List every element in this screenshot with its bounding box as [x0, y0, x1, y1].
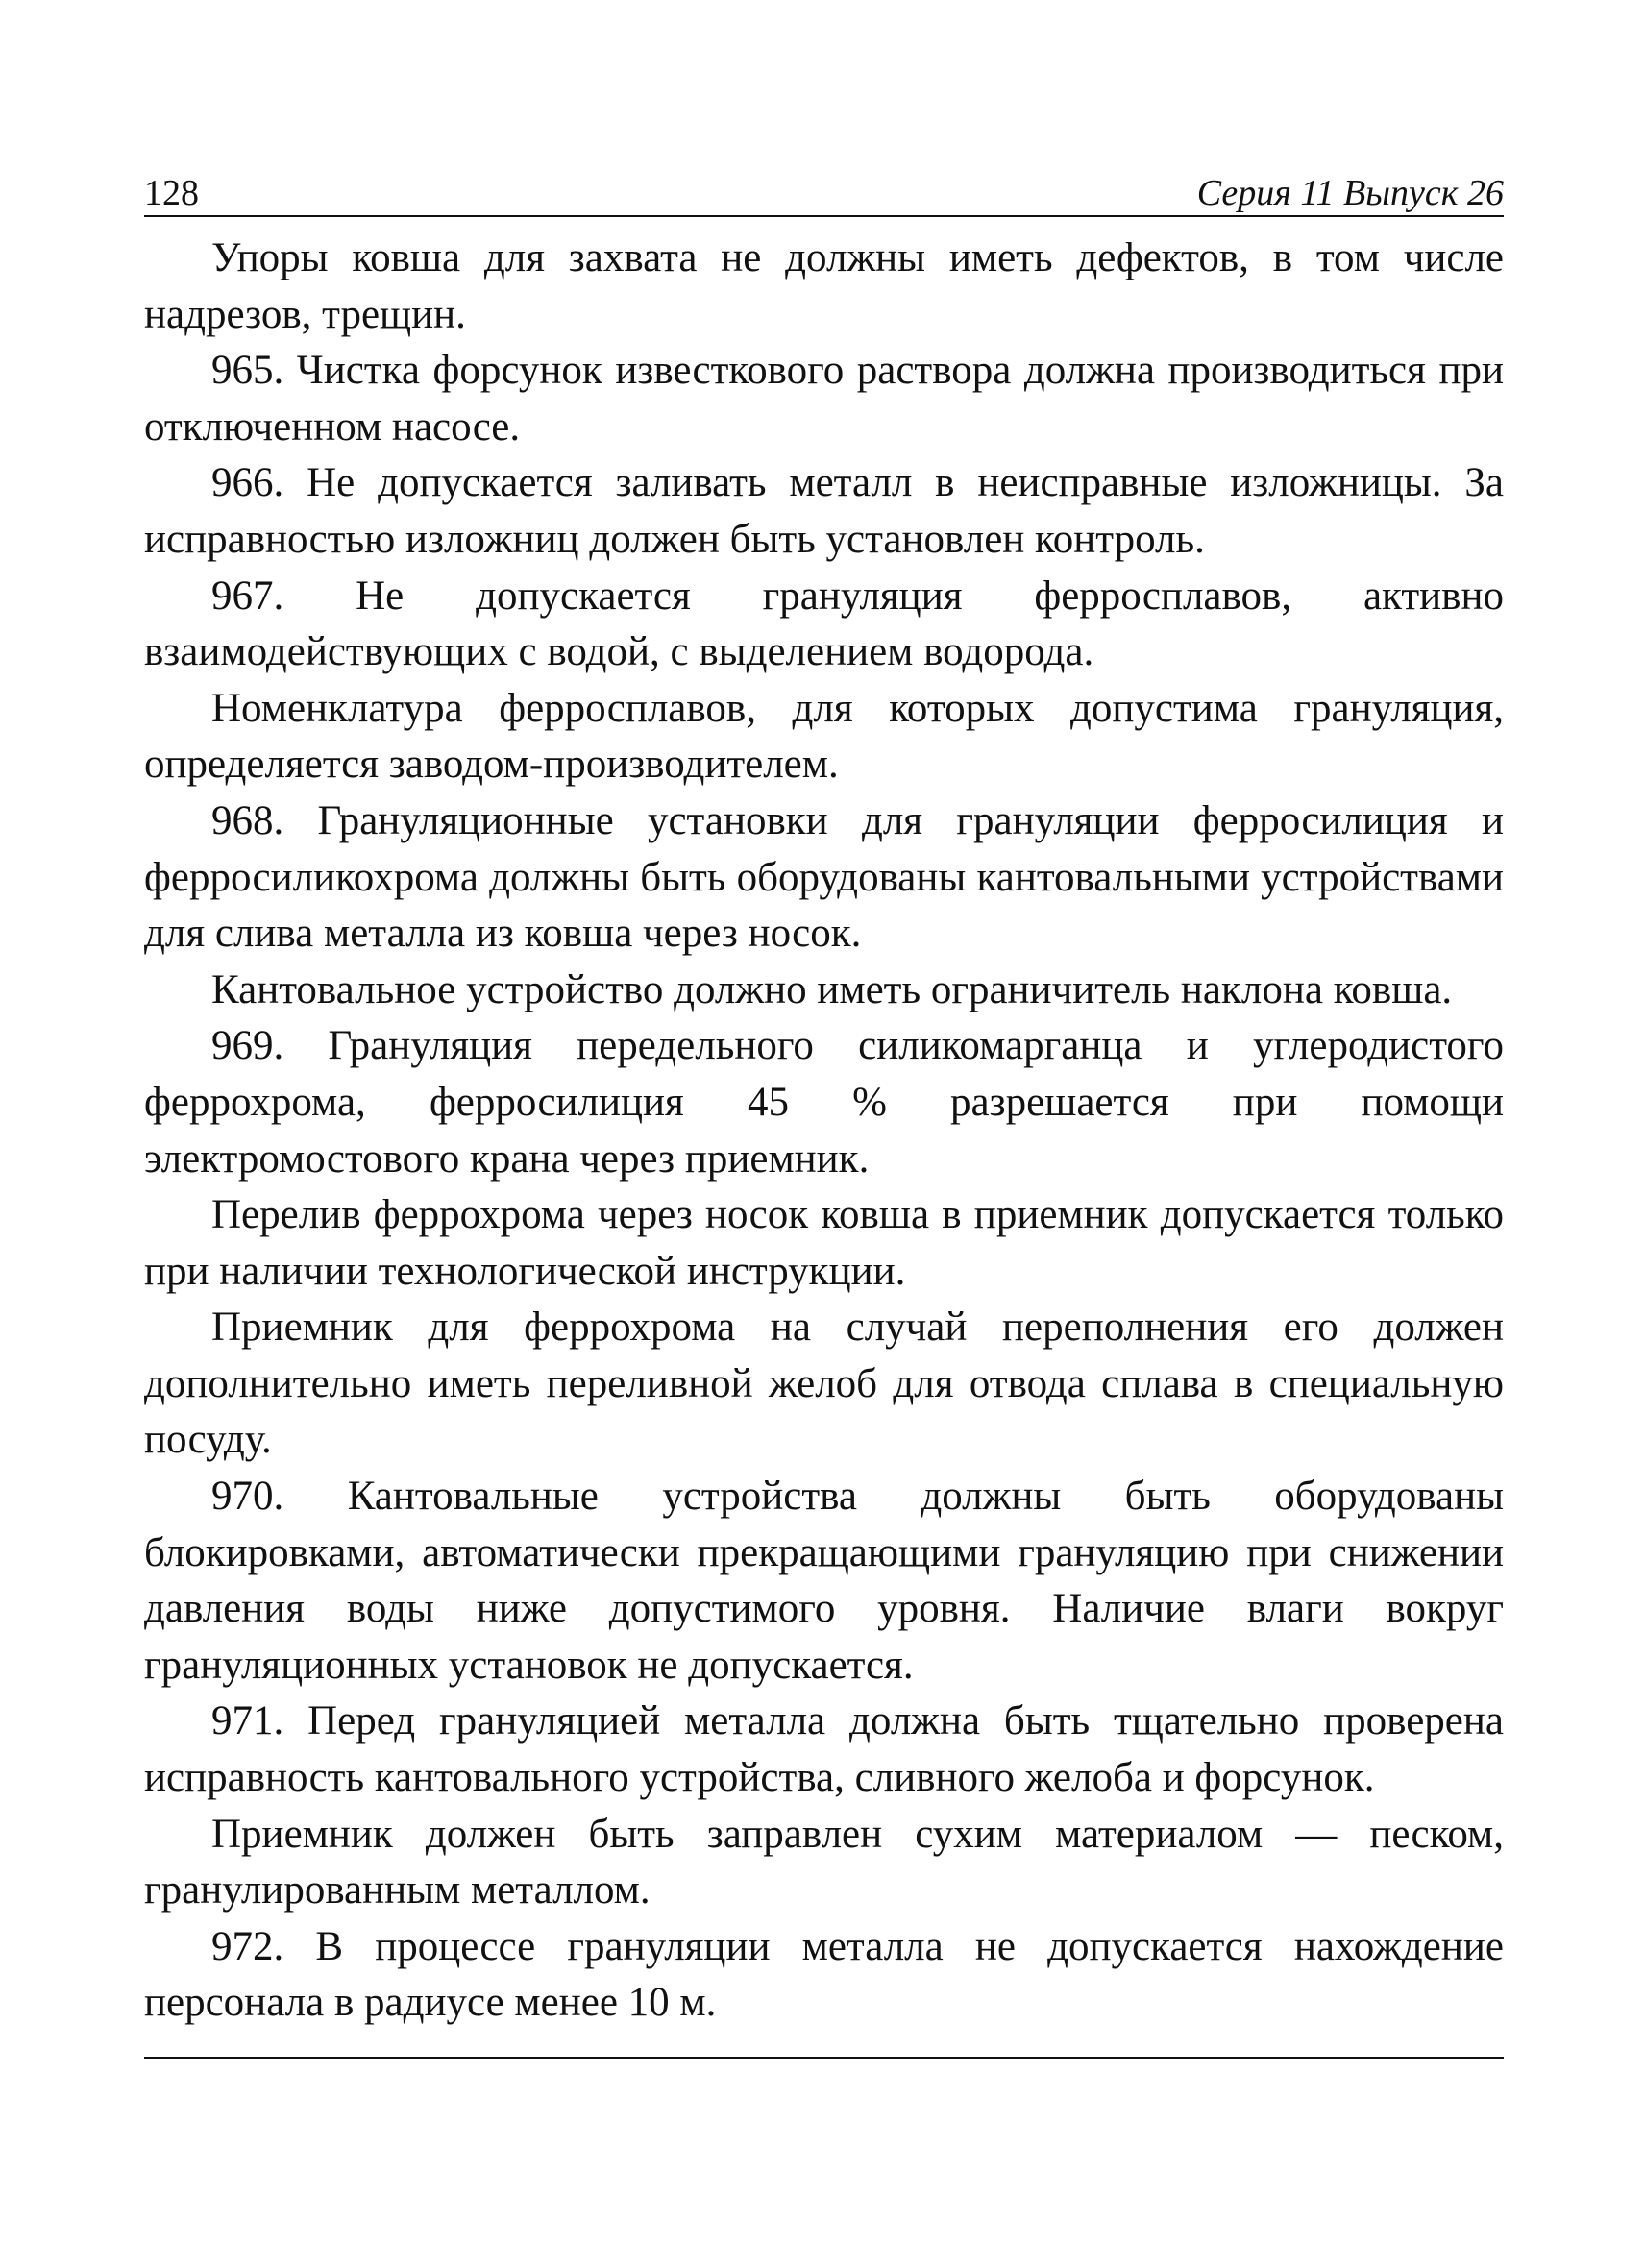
paragraph: 965. Чистка форсунок известкового раствора должна производиться при отключенном насосе. — [144, 348, 1504, 450]
document-page — [144, 161, 1504, 2059]
paragraph: 971. Перед грануляцией металла должна быть тщательно проверена исправность кантовального устройства, сливного желоба и форсунок. — [144, 1698, 1504, 1801]
body-text — [144, 231, 1504, 2032]
paragraph: Перелив феррохрома через носок ковша в приемник допускается только при наличии технологической инструкции. — [144, 1192, 1504, 1294]
page-header — [144, 161, 1504, 217]
paragraph: Приемник для феррохрома на случай переполнения его должен дополнительно иметь переливной желоб для отвода сплава в специальную посуду. — [144, 1305, 1504, 1463]
paragraph: Номенклатура ферросплавов, для которых допустима грануляция, определяется заводом-производителем. — [144, 685, 1504, 788]
paragraph: 972. В процессе грануляции металла не допускается нахождение персонала в радиусе менее 10 м. — [144, 1923, 1504, 2026]
paragraph: 969. Грануляция передельного силикомарганца и углеродистого феррохрома, ферросилиция 45 % разрешается при помощи электромостового крана через приемник. — [144, 1023, 1504, 1182]
paragraph: 966. Не допускается заливать металл в неисправные изложницы. За исправностью изложниц должен быть установлен контроль. — [144, 460, 1504, 562]
footer-divider — [144, 2057, 1504, 2059]
series-title: Серия 11 Выпуск 26 — [1196, 173, 1504, 213]
page-number: 128 — [144, 173, 199, 213]
paragraph: 970. Кантовальные устройства должны быть оборудованы блокировками, автоматически прекращающими грануляцию при снижении давления воды ниже допустимого уровня. Наличие влаги вокруг грануляционных установок не допускается. — [144, 1474, 1504, 1688]
paragraph: 967. Не допускается грануляция ферросплавов, активно взаимодействующих с водой, с выделением водорода. — [144, 573, 1504, 675]
paragraph: Приемник должен быть заправлен сухим материалом — песком, гранулированным металлом. — [144, 1811, 1504, 1914]
paragraph: Кантовальное устройство должно иметь ограничитель наклона ковша. — [211, 966, 1453, 1012]
paragraph: 968. Грануляционные установки для грануляции ферросилиция и ферросиликохрома должны быть оборудованы кантовальными устройствами для слива металла из ковша через носок. — [144, 797, 1504, 957]
paragraph: Упоры ковша для захвата не должны иметь дефектов, в том числе надрезов, трещин. — [144, 235, 1504, 337]
